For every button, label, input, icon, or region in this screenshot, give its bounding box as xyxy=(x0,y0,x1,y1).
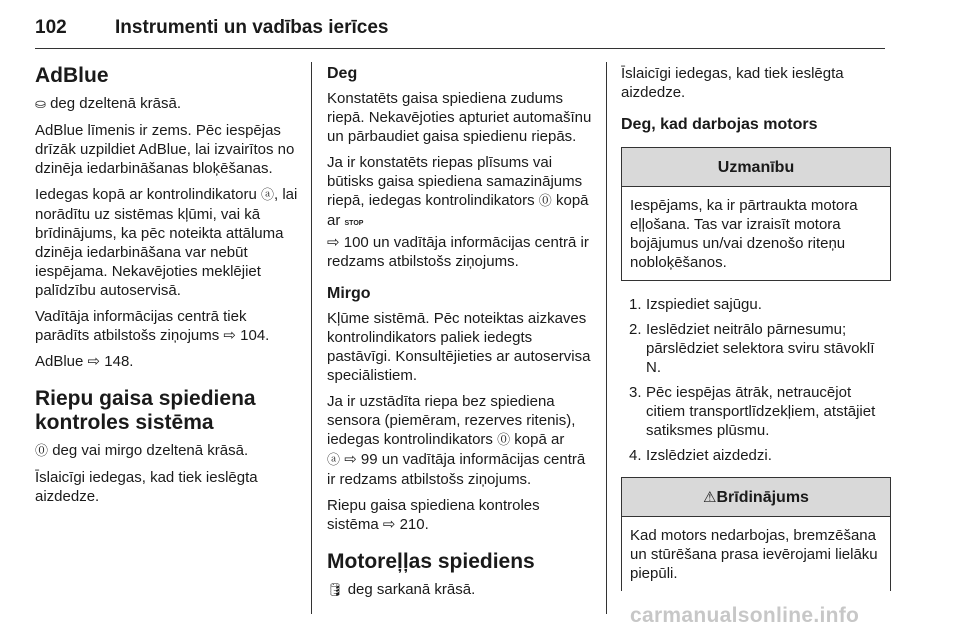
mirgo-p2-text-b: kopā ar xyxy=(514,431,565,448)
adblue-p3-text-a: Iedegas kopā ar kontrolindikatoru xyxy=(35,186,257,203)
engine-icon: ⓐ xyxy=(327,453,341,468)
oil-status-text: deg sarkanā krāsā. xyxy=(347,581,476,598)
caution-body: Iespējams, ka ir pārtraukta motora eļļošana. Tas var izraisīt motora bojājumus un/vai dzenošo riteņu nobloķēšanos. xyxy=(630,197,858,271)
column-3 xyxy=(621,64,891,605)
steps-list xyxy=(621,295,891,465)
warning-title-text: Brīdinājums xyxy=(716,489,809,506)
step-text: Izslēdziet aizdedzi. xyxy=(646,447,772,464)
adblue-paragraph-3 xyxy=(35,185,303,300)
col3-paragraph-1: Īslaicīgi iedegas, kad tiek ieslēgta aizdedze. xyxy=(621,65,844,101)
chapter-title: Instrumenti un vadības ierīces xyxy=(115,17,389,38)
warning-box xyxy=(621,477,891,591)
adblue-paragraph-4[interactable]: Vadītāja informācijas centrā tiek parādīts atbilstošs ziņojums ⇨ 104. xyxy=(35,308,270,344)
warning-body: Kad motors nedarbojas, bremzēšana un stūrēšana prasa ievērojami lielāku piepūli. xyxy=(630,527,878,582)
step-text: Ieslēdziet neitrālo pārnesumu; pārslēdziet selektora sviru stāvoklī N. xyxy=(646,321,875,376)
step-number: 4. xyxy=(629,447,642,464)
deg-heading: Deg xyxy=(327,65,358,82)
page-number: 102 xyxy=(35,17,67,38)
adblue-p3-text-b: , lai norādītu uz sistēmas kļūmi, vai kā brīdinājums, ka pēc noteikta attāluma dzinēja iedarbināšana var nebūt iespējama. Nekavējoties meklējiet palīdzību autoservisā. xyxy=(35,186,298,299)
tpms-heading: Riepu gaisa spiediena kontroles sistēma xyxy=(35,387,256,434)
mirgo-p2-text-a: Ja ir uzstādīta riepa bez spiediena sensora (piemēram, rezerves ritenis), iedegas kontrolindikators xyxy=(327,393,576,448)
adblue-paragraph-2: AdBlue līmenis ir zems. Pēc iespējas drīzāk uzpildiet AdBlue, lai izvairītos no dzinēja iedarbināšanas bloķēšanas. xyxy=(35,122,295,177)
tire-pressure-icon: ⓪ xyxy=(538,194,552,209)
step-number: 2. xyxy=(629,321,642,338)
running-heading: Deg, kad darbojas motors xyxy=(621,116,818,133)
engine-icon: ⓐ xyxy=(260,188,274,203)
oil-status xyxy=(327,580,595,600)
column-2 xyxy=(327,64,595,607)
watermark: carmanualsonline.info xyxy=(630,604,860,627)
warning-title xyxy=(622,478,890,517)
mirgo-paragraph-1: Kļūme sistēmā. Pēc noteiktas aizkaves kontrolindikators paliek iedegts pastāvīgi. Konsultējieties ar autoservisa speciālistiem. xyxy=(327,310,591,384)
step-text: Pēc iespējas ātrāk, netraucējot citiem transportlīdzekļiem, atstājiet satiksmes plūsmu. xyxy=(646,384,876,439)
step-text: Izspiediet sajūgu. xyxy=(646,296,762,313)
warning-triangle-icon: ⚠ xyxy=(703,488,717,506)
list-item xyxy=(621,320,891,377)
step-number: 1. xyxy=(629,296,642,313)
list-item xyxy=(621,383,891,440)
column-divider-1 xyxy=(311,62,312,614)
oil-pressure-heading: Motoreļļas spiediens xyxy=(327,550,535,573)
mirgo-heading: Mirgo xyxy=(327,285,371,302)
tpms-status-text: deg vai mirgo dzeltenā krāsā. xyxy=(52,442,249,459)
tire-pressure-icon: ⓪ xyxy=(35,444,49,459)
mirgo-p2-text-c[interactable]: ⇨ 99 un vadītāja informācijas centrā ir redzams atbilstošs ziņojums. xyxy=(327,451,586,488)
mirgo-paragraph-2 xyxy=(327,392,595,489)
adblue-status-text: deg dzeltenā krāsā. xyxy=(50,95,181,112)
step-number: 3. xyxy=(629,384,642,401)
column-divider-2 xyxy=(606,62,607,614)
list-item xyxy=(621,295,891,314)
caution-title: Uzmanību xyxy=(622,148,890,187)
deg-paragraph-2 xyxy=(327,153,595,271)
page-header xyxy=(35,18,885,49)
stop-icon: STOP xyxy=(344,220,364,227)
tpms-status xyxy=(35,441,303,461)
adblue-warning-icon: ⛀ xyxy=(35,97,46,112)
list-item xyxy=(621,446,891,465)
adblue-heading: AdBlue xyxy=(35,64,109,87)
deg-p2-text-a: Ja ir konstatēts riepas plīsums vai būtisks gaisa spiediena samazinājums riepā, iedegas kontrolindikators xyxy=(327,154,583,209)
deg-paragraph-1: Konstatēts gaisa spiediena zudums riepā. Nekavējoties apturiet automašīnu un pārbaudiet gaisa spiedienu riepās. xyxy=(327,90,592,145)
adblue-paragraph-5[interactable]: AdBlue ⇨ 148. xyxy=(35,353,134,370)
oil-can-icon: 🛢 xyxy=(327,583,344,598)
mirgo-paragraph-3[interactable]: Riepu gaisa spiediena kontroles sistēma ⇨ 210. xyxy=(327,497,540,533)
tire-pressure-icon: ⓪ xyxy=(497,433,511,448)
deg-p2-text-b: kopā ar xyxy=(327,192,589,229)
tpms-paragraph-2: Īslaicīgi iedegas, kad tiek ieslēgta aizdedze. xyxy=(35,469,258,505)
deg-p2-text-c[interactable]: ⇨ 100 un vadītāja informācijas centrā ir redzams atbilstošs ziņojums. xyxy=(327,234,589,270)
adblue-status xyxy=(35,94,303,114)
column-1 xyxy=(35,64,303,513)
caution-box xyxy=(621,147,891,281)
